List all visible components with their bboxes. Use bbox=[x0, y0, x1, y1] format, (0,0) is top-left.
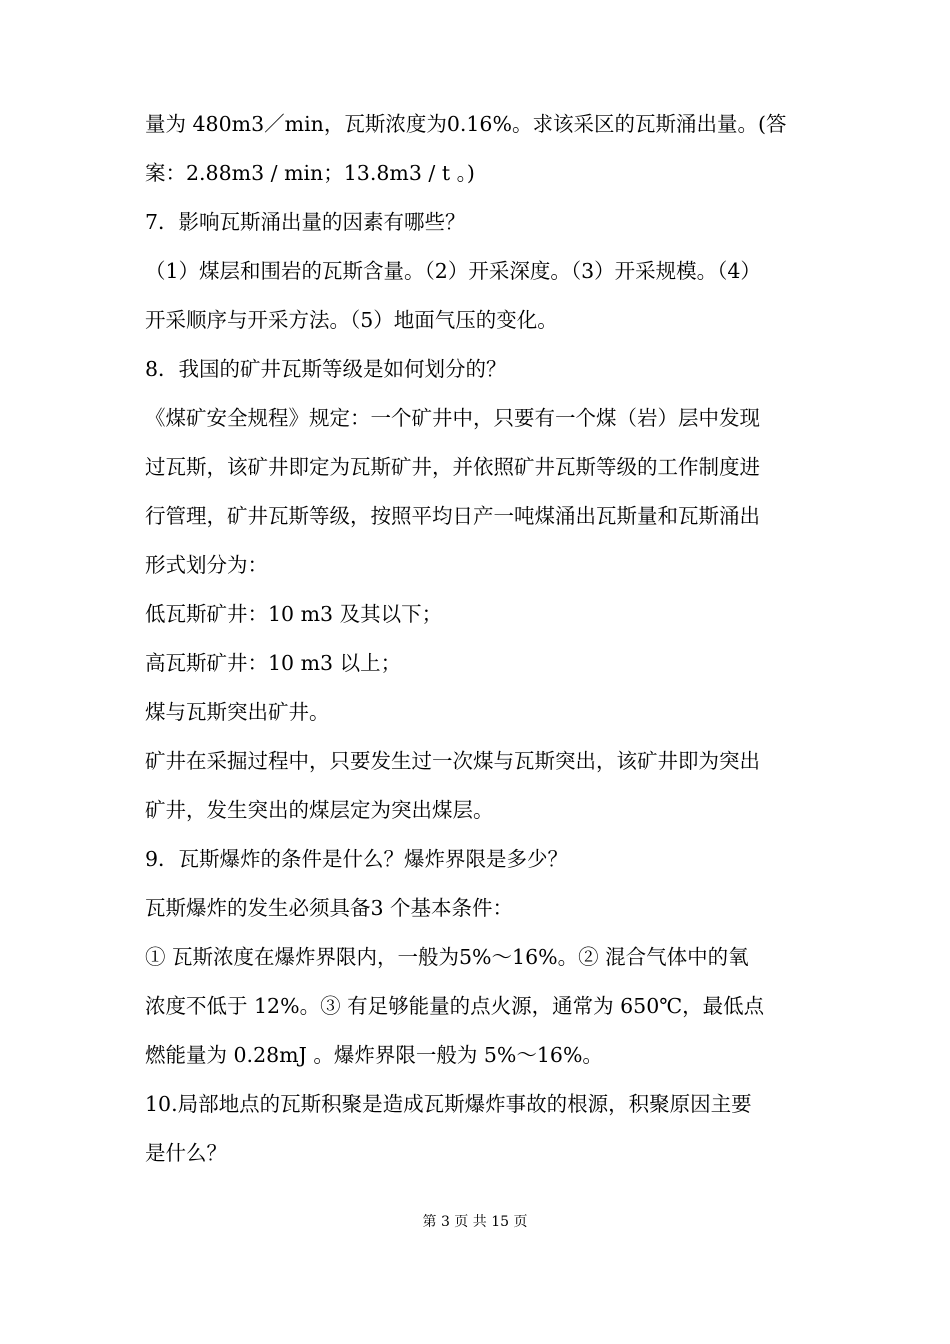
text-line: ① 瓦斯浓度在爆炸界限内，一般为5%～16%。② 混合气体中的氧 bbox=[145, 945, 749, 969]
text-line: 开采顺序与开采方法。（5）地面气压的变化。 bbox=[145, 308, 558, 332]
text-line: 行管理，矿井瓦斯等级，按照平均日产一吨煤涌出瓦斯量和瓦斯涌出 bbox=[145, 504, 760, 528]
text-line: 高瓦斯矿井：10 m3 以上； bbox=[145, 651, 402, 675]
question-heading: 7．影响瓦斯涌出量的因素有哪些？ bbox=[145, 210, 466, 234]
text-line: 低瓦斯矿井：10 m3 及其以下； bbox=[145, 602, 443, 626]
text-line: 浓度不低于 12%。③ 有足够能量的点火源，通常为 650℃，最低点 bbox=[145, 994, 765, 1018]
text-line: 矿井，发生突出的煤层定为突出煤层。 bbox=[145, 798, 494, 822]
text-line: 煤与瓦斯突出矿井。 bbox=[145, 700, 330, 724]
question-heading: 8．我国的矿井瓦斯等级是如何划分的？ bbox=[145, 357, 507, 381]
text-line: 瓦斯爆炸的发生必须具备3 个基本条件： bbox=[145, 896, 514, 920]
text-line: 是什么？ bbox=[145, 1141, 227, 1165]
text-line: 燃能量为 0.28mJ 。爆炸界限一般为 5%～16%。 bbox=[145, 1043, 603, 1067]
document-body bbox=[145, 100, 825, 1178]
text-line: 案：2.88m3 / min；13.8m3 / t 。) bbox=[145, 161, 475, 185]
question-heading: 10.局部地点的瓦斯积聚是造成瓦斯爆炸事故的根源，积聚原因主要 bbox=[145, 1092, 752, 1116]
text-line: （1）煤层和围岩的瓦斯含量。（2）开采深度。（3）开采规模。（4） bbox=[145, 259, 761, 283]
text-line: 量为 480m3／min，瓦斯浓度为0.16%。求该采区的瓦斯涌出量。(答 bbox=[145, 112, 787, 136]
text-line: 形式划分为： bbox=[145, 553, 268, 577]
text-line: 矿井在采掘过程中，只要发生过一次煤与瓦斯突出，该矿井即为突出 bbox=[145, 749, 760, 773]
page-footer: 第 3 页 共 15 页 bbox=[422, 1214, 528, 1230]
question-heading: 9．瓦斯爆炸的条件是什么？爆炸界限是多少？ bbox=[145, 847, 569, 871]
text-line: 过瓦斯，该矿井即定为瓦斯矿井，并依照矿井瓦斯等级的工作制度进 bbox=[145, 455, 760, 479]
text-line: 《煤矿安全规程》规定：一个矿井中，只要有一个煤（岩）层中发现 bbox=[145, 406, 760, 430]
